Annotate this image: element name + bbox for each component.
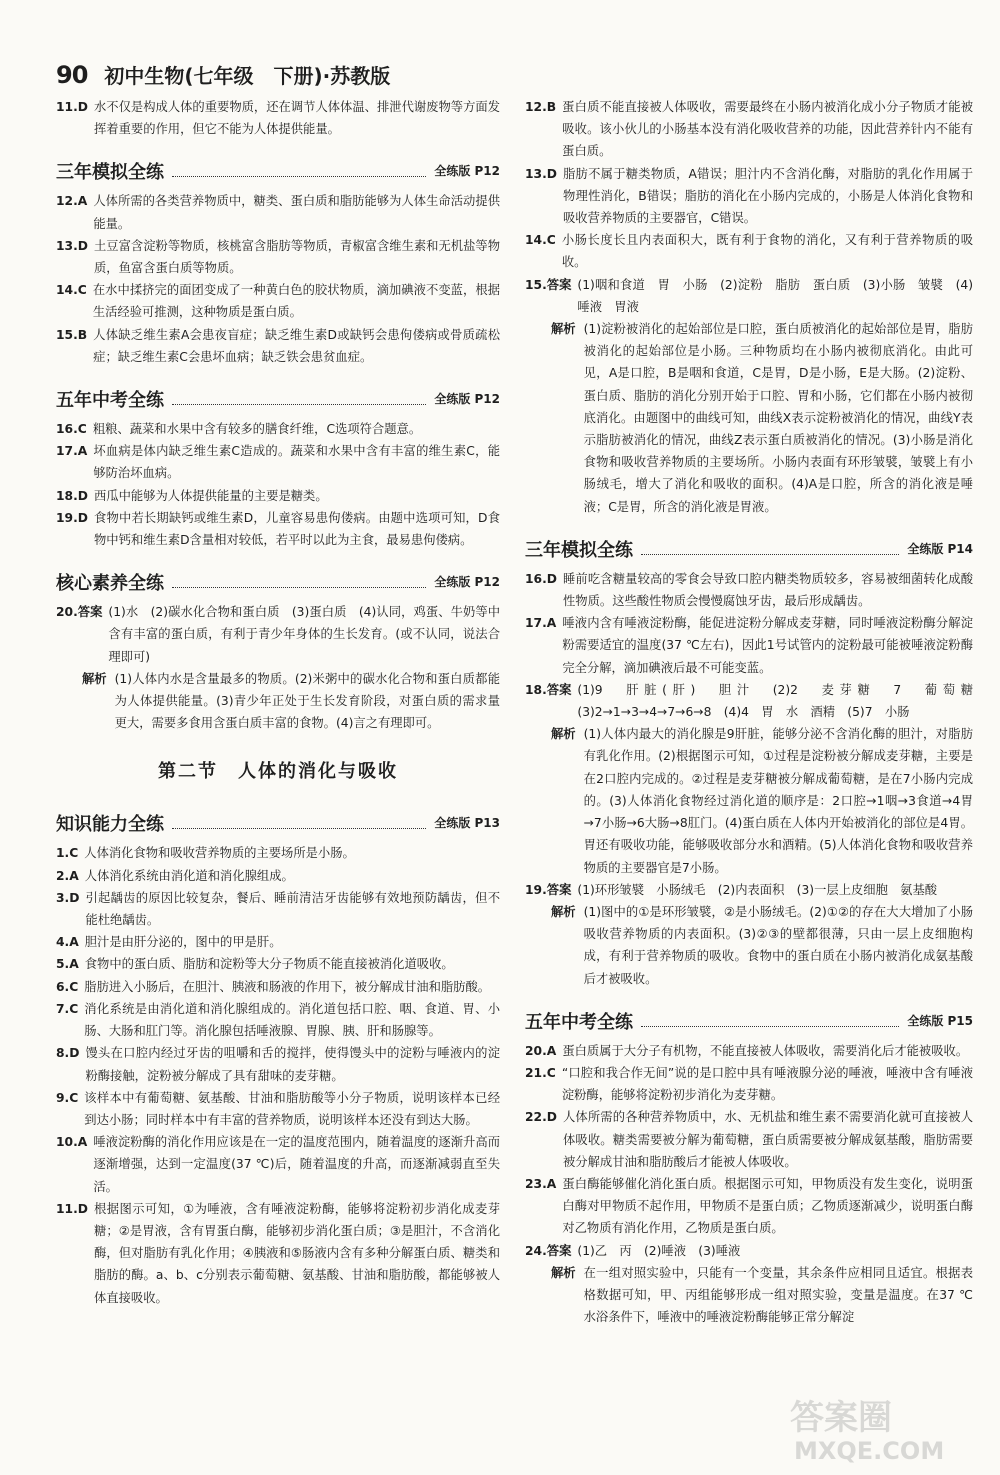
- answer-item: [56, 931, 500, 953]
- item-text: 脂肪进入小肠后，在胆汁、胰液和肠液的作用下，被分解成甘油和脂肪酸。: [84, 979, 491, 994]
- right-column: [525, 96, 986, 1328]
- item-number: 11.D: [56, 1201, 88, 1216]
- answer-item: [56, 190, 500, 234]
- item-number: 20.A: [525, 1043, 557, 1058]
- item-number: 15.答案: [525, 277, 572, 292]
- item-number: 13.D: [56, 238, 88, 253]
- section-page-ref: 全练版 P15: [907, 1013, 973, 1028]
- item-number: 12.B: [525, 100, 557, 114]
- item-number: 23.A: [525, 1176, 557, 1191]
- item-text: (1)乙 丙 (2)唾液 (3)唾液: [577, 1243, 741, 1258]
- item-number: 7.C: [56, 1001, 79, 1016]
- item-text: 馒头在口腔内经过牙齿的咀嚼和舌的搅拌，使得馒头中的淀粉与唾液内的淀粉酶接触，淀粉被分解成了具有甜味的麦芽糖。: [85, 1046, 500, 1083]
- item-text: 唾液内含有唾液淀粉酶，能促进淀粉分解成麦芽糖，同时唾液淀粉酶分解淀粉需要适宜的温度(37 ℃左右)，因此1号试管内的淀粉最可能被唾液淀粉酶完全分解，滴加碘液后最不可能变蓝。: [562, 616, 973, 675]
- analysis-label: 解析: [551, 904, 576, 919]
- analysis-label: 解析: [551, 1265, 576, 1280]
- item-text: 粗粮、蔬菜和水果中含有较多的膳食纤维，C选项符合题意。: [92, 422, 422, 437]
- item-text: 在水中揉挤完的面团变成了一种黄白色的胶状物质，滴加碘液不变蓝，根据生活经验可推测，这种物质是蛋白质。: [92, 283, 500, 320]
- answer-item: [56, 601, 500, 668]
- item-number: 21.C: [525, 1065, 556, 1080]
- answer-item: [525, 1173, 973, 1240]
- section-page-ref: 全练版 P12: [434, 391, 500, 406]
- section-heading: [56, 555, 500, 595]
- left-column: [56, 96, 500, 1309]
- dotted-leader: [172, 176, 426, 177]
- item-number: 12.A: [56, 194, 88, 209]
- section-page-ref: 全练版 P13: [434, 816, 500, 831]
- dotted-leader: [172, 828, 426, 829]
- item-number: 1.C: [56, 846, 79, 861]
- item-number: 17.A: [525, 616, 557, 631]
- item-number: 4.A: [56, 935, 79, 950]
- item-text: 脂肪不属于糖类物质，A错误；胆汁内不含消化酶，对脂肪的乳化作用属于物理性消化，B错误；脂肪的消化在小肠内完成的，小肠是人体消化食物和吸收营养物质的主要器官，C错误。: [563, 166, 973, 226]
- answer-item: [525, 1040, 973, 1062]
- answer-item: [56, 324, 500, 368]
- answer-item: [56, 865, 500, 887]
- section-heading: [56, 372, 500, 412]
- item-number: 19.答案: [525, 882, 572, 897]
- section-page-ref: 全练版 P12: [434, 164, 500, 179]
- item-number: 19.D: [56, 510, 88, 525]
- item-number: 18.答案: [525, 682, 572, 697]
- item-number: 2.A: [56, 868, 79, 883]
- item-text: (1)9 肝脏(肝) 胆汁 (2)2 麦芽糖 7 葡萄糖 (3)2→1→3→4→7→6→8 (4)4 胃 水 酒精 (5)7 小肠: [577, 682, 986, 720]
- item-number: 24.答案: [525, 1243, 572, 1258]
- analysis-text: (1)淀粉被消化的起始部位是口腔，蛋白质被消化的起始部位是胃，脂肪被消化的起始部位是小肠。三种物质均在小肠内被彻底消化。由此可见，A是口腔，B是咽和食道，C是胃，D是小肠，E是大肠。(2)淀粉、蛋白质、脂肪的消化分别开始于口腔、胃和小肠，它们都在小肠内被彻底消化。由题图中的曲线可知，曲线X表示淀粉被消化的情况，曲线Y表示脂肪被消化的情况，曲线Z表示蛋白质被消化的情况。(3)小肠是消化食物和吸收营养物质的主要场所。小肠内表面有环形皱襞，皱襞上有小肠绒毛，增大了消化和吸收的面积。(4)A是口腔，所含的消化液是唾液；C是胃，所含的消化液是胃液。: [583, 322, 973, 514]
- dotted-leader: [641, 1026, 899, 1027]
- item-number: 3.D: [56, 890, 80, 905]
- answer-item: [56, 418, 500, 440]
- item-number: 14.C: [525, 233, 556, 248]
- item-text: 蛋白质属于大分子有机物，不能直接被人体吸收，需要消化后才能被吸收。: [562, 1043, 969, 1058]
- item-number: 17.A: [56, 444, 88, 459]
- answer-item: [56, 1198, 500, 1309]
- watermark-text: 答案圈: [790, 1398, 892, 1438]
- item-number: 22.D: [525, 1110, 557, 1125]
- watermark-logo: [780, 1387, 970, 1467]
- answer-item: [56, 976, 500, 998]
- book-title: 初中生物(七年级 下册)·苏教版: [104, 64, 391, 88]
- section-page-ref: 全练版 P12: [434, 575, 500, 590]
- section-heading: [525, 994, 973, 1034]
- answer-item: [525, 229, 973, 273]
- watermark-sub: MXQE.COM: [794, 1437, 945, 1465]
- item-number: 13.D: [525, 166, 557, 181]
- item-text: 食物中的蛋白质、脂肪和淀粉等大分子物质不能直接被消化道吸收。: [84, 957, 454, 972]
- item-text: 蛋白质不能直接被人体吸收，需要最终在小肠内被消化成小分子物质才能被吸收。该小伙儿的小肠基本没有消化吸收营养的功能，因此营养针内不能有蛋白质。: [562, 100, 973, 159]
- item-number: 9.C: [56, 1090, 79, 1105]
- item-text: 人体消化系统由消化道和消化腺组成。: [84, 868, 294, 883]
- item-text: 人体所需的各种营养物质中，水、无机盐和维生素不需要消化就可直接被人体吸收。糖类需要被分解为葡萄糖，蛋白质需要被分解成氨基酸，脂肪需要被分解成甘油和脂肪酸后才能被人体吸收。: [563, 1110, 973, 1169]
- item-number: 20.答案: [56, 605, 103, 620]
- page-number: 90: [56, 61, 88, 89]
- answer-item: [56, 96, 500, 140]
- item-number: 15.B: [56, 327, 88, 342]
- answer-item: [525, 679, 986, 723]
- item-text: 睡前吃含糖量较高的零食会导致口腔内糖类物质较多，容易被细菌转化成酸性物质。这些酸性物质会慢慢腐蚀牙齿，最后形成龋齿。: [563, 571, 973, 609]
- item-number: 5.A: [56, 957, 79, 972]
- section-title: 五年中考全练: [525, 1011, 633, 1033]
- answer-item: [56, 507, 500, 551]
- item-text: 小肠长度长且内表面积大，既有利于食物的消化，又有利于营养物质的吸收。: [561, 233, 973, 270]
- answer-item: [525, 163, 973, 230]
- analysis-text: (1)人体内水是含量最多的物质。(2)米粥中的碳水化合物和蛋白质都能为人体提供能量。(3)青少年正处于生长发育阶段，对蛋白质的需求量更大，需要多食用含蛋白质丰富的食物。(4)言之有理即可。: [114, 671, 500, 731]
- item-number: 18.D: [56, 488, 88, 503]
- answer-item: [56, 485, 500, 507]
- item-number: 11.D: [56, 100, 88, 114]
- item-text: 坏血病是体内缺乏维生素C造成的。蔬菜和水果中含有丰富的维生素C，能够防治坏血病。: [93, 444, 500, 481]
- answer-item: [56, 1042, 500, 1086]
- answer-item: [56, 440, 500, 484]
- section-title: 五年中考全练: [56, 389, 164, 411]
- section-title: 知识能力全练: [56, 814, 164, 836]
- answer-item: [525, 1106, 973, 1173]
- answer-item: [56, 235, 500, 279]
- section-heading: [56, 796, 500, 836]
- analysis-block: [525, 1262, 973, 1329]
- item-number: 10.A: [56, 1135, 88, 1150]
- dotted-leader: [172, 587, 426, 588]
- answer-item: [525, 612, 973, 679]
- answer-item: [525, 568, 973, 612]
- item-number: 6.C: [56, 979, 79, 994]
- item-text: 人体缺乏维生素A会患夜盲症；缺乏维生素D或缺钙会患佝偻病或骨质疏松症；缺乏维生素C会患坏血病；缺乏铁会患贫血症。: [93, 327, 500, 364]
- item-text: 消化系统是由消化道和消化腺组成的。消化道包括口腔、咽、食道、胃、小肠、大肠和肛门等。消化腺包括唾液腺、胃腺、胰、肝和肠腺等。: [84, 1001, 500, 1039]
- answer-item: [56, 998, 500, 1042]
- section-title: 核心素养全练: [56, 573, 164, 595]
- item-number: 8.D: [56, 1046, 80, 1061]
- item-text: 胆汁是由肝分泌的，图中的甲是肝。: [84, 935, 282, 950]
- section-heading: [56, 144, 500, 184]
- item-number: 16.C: [56, 422, 87, 437]
- analysis-label: 解析: [551, 727, 576, 742]
- analysis-block: [525, 901, 973, 990]
- item-text: 人体消化食物和吸收营养物质的主要场所是小肠。: [84, 846, 355, 861]
- section-heading: [525, 522, 973, 562]
- answer-item: [56, 842, 500, 864]
- item-text: 根据图示可知，①为唾液，含有唾液淀粉酶，能够将淀粉初步消化成麦芽糖；②是胃液，含有胃蛋白酶，能够初步消化蛋白质；③是胆汁，不含消化酶，但对脂肪有乳化作用；④胰液和⑤肠液内含有多种分解蛋白质、糖类和脂肪的酶。a、b、c分别表示葡萄糖、氨基酸、甘油和脂肪酸，都能够被人体直接吸收。: [94, 1201, 500, 1305]
- item-text: (1)水 (2)碳水化合物和蛋白质 (3)蛋白质 (4)认同，鸡蛋、牛奶等中含有丰富的蛋白质，有利于青少年身体的生长发育。(或不认同，说法合理即可): [108, 605, 500, 664]
- analysis-text: (1)人体内最大的消化腺是9肝脏，能够分泌不含消化酶的胆汁，对脂肪有乳化作用。(2)根据图示可知，①过程是淀粉被分解成麦芽糖，主要是在2口腔内完成的。②过程是麦芽糖被分解成葡萄糖，是在7小肠内完成的。(3)人体消化食物经过消化道的顺序是：2口腔→1咽→3食道→4胃→7小肠→6大肠→8肛门。(4)蛋白质在人体内开始被消化的部位是4胃。胃还有吸收功能，能够吸收部分水和酒精。(5)人体消化食物和吸收营养物质的主要器官是7小肠。: [583, 727, 973, 875]
- dotted-leader: [172, 404, 426, 405]
- item-text: 西瓜中能够为人体提供能量的主要是糖类。: [94, 488, 328, 503]
- analysis-block: [525, 318, 973, 518]
- item-number: 16.D: [525, 571, 557, 586]
- answer-item: [525, 96, 973, 163]
- section-title: 三年模拟全练: [525, 539, 633, 561]
- item-text: 唾液淀粉酶的消化作用应该是在一定的温度范围内，随着温度的逐渐升高而逐渐增强，达到一定温度(37 ℃)后，随着温度的升高，而逐渐减弱直至失活。: [93, 1135, 500, 1194]
- analysis-label: 解析: [82, 671, 107, 686]
- answer-item: [56, 1087, 500, 1131]
- section-title: 三年模拟全练: [56, 162, 164, 184]
- analysis-text: (1)图中的①是环形皱襞，②是小肠绒毛。(2)①②的存在大大增加了小肠吸收营养物质的内表面积。(3)②③的壁都很薄，只由一层上皮细胞构成，有利于营养物质的吸收。食物中的蛋白质在小肠内被消化成氨基酸后才被吸收。: [583, 904, 973, 986]
- item-text: 土豆富含淀粉等物质，核桃富含脂肪等物质，青椒富含维生素和无机盐等物质，鱼富含蛋白质等物质。: [94, 238, 500, 276]
- page-header: [56, 60, 960, 94]
- analysis-label: 解析: [551, 322, 576, 337]
- item-number: 14.C: [56, 283, 87, 298]
- answer-item: [525, 274, 973, 318]
- answer-item: [56, 953, 500, 975]
- answer-item: [525, 1240, 973, 1262]
- dotted-leader: [641, 554, 899, 555]
- item-text: “口腔和我合作无间”说的是口腔中具有唾液腺分泌的唾液，唾液中含有唾液淀粉酶，能够将淀粉初步消化为麦芽糖。: [561, 1065, 973, 1103]
- answer-item: [525, 1062, 973, 1106]
- section-page-ref: 全练版 P14: [907, 541, 973, 556]
- answer-item: [56, 887, 500, 931]
- analysis-block: [525, 723, 973, 878]
- item-text: 该样本中有葡萄糖、氨基酸、甘油和脂肪酸等小分子物质，说明该样本已经到达小肠；同时样本中有丰富的营养物质，说明该样本还没有到达大肠。: [84, 1090, 500, 1127]
- item-text: 引起龋齿的原因比较复杂，餐后、睡前清洁牙齿能够有效地预防龋齿，但不能杜绝龋齿。: [85, 890, 500, 928]
- answer-item: [56, 279, 500, 323]
- item-text: 水不仅是构成人体的重要物质，还在调节人体体温、排泄代谢废物等方面发挥着重要的作用，但它不能为人体提供能量。: [94, 100, 500, 137]
- item-text: (1)环形皱襞 小肠绒毛 (2)内表面积 (3)一层上皮细胞 氨基酸: [577, 882, 938, 897]
- answer-item: [56, 1131, 500, 1198]
- answer-item: [525, 879, 973, 901]
- item-text: 人体所需的各类营养物质中，糖类、蛋白质和脂肪能够为人体生命活动提供能量。: [93, 194, 500, 231]
- analysis-block: [56, 668, 500, 735]
- chapter-title: 第二节 人体的消化与吸收: [158, 761, 398, 783]
- item-text: (1)咽和食道 胃 小肠 (2)淀粉 脂肪 蛋白质 (3)小肠 皱襞 (4)唾液 胃液: [577, 277, 973, 314]
- analysis-text: 在一组对照实验中，只能有一个变量，其余条件应相同且适宜。根据表格数据可知，甲、丙组能够形成一组对照实验，变量是温度。在37 ℃水浴条件下，唾液中的唾液淀粉酶能够正常分解淀: [583, 1265, 973, 1325]
- item-text: 食物中若长期缺钙或维生素D，儿童容易患佝偻病。由题中选项可知，D食物中钙和维生素D含量相对较低，若平时以此为主食，最易患佝偻病。: [94, 510, 500, 548]
- item-text: 蛋白酶能够催化消化蛋白质。根据图示可知，甲物质没有发生变化，说明蛋白酶对甲物质不起作用，甲物质不是蛋白质；乙物质逐渐减少，说明蛋白酶对乙物质有消化作用，乙物质是蛋白质。: [562, 1176, 973, 1236]
